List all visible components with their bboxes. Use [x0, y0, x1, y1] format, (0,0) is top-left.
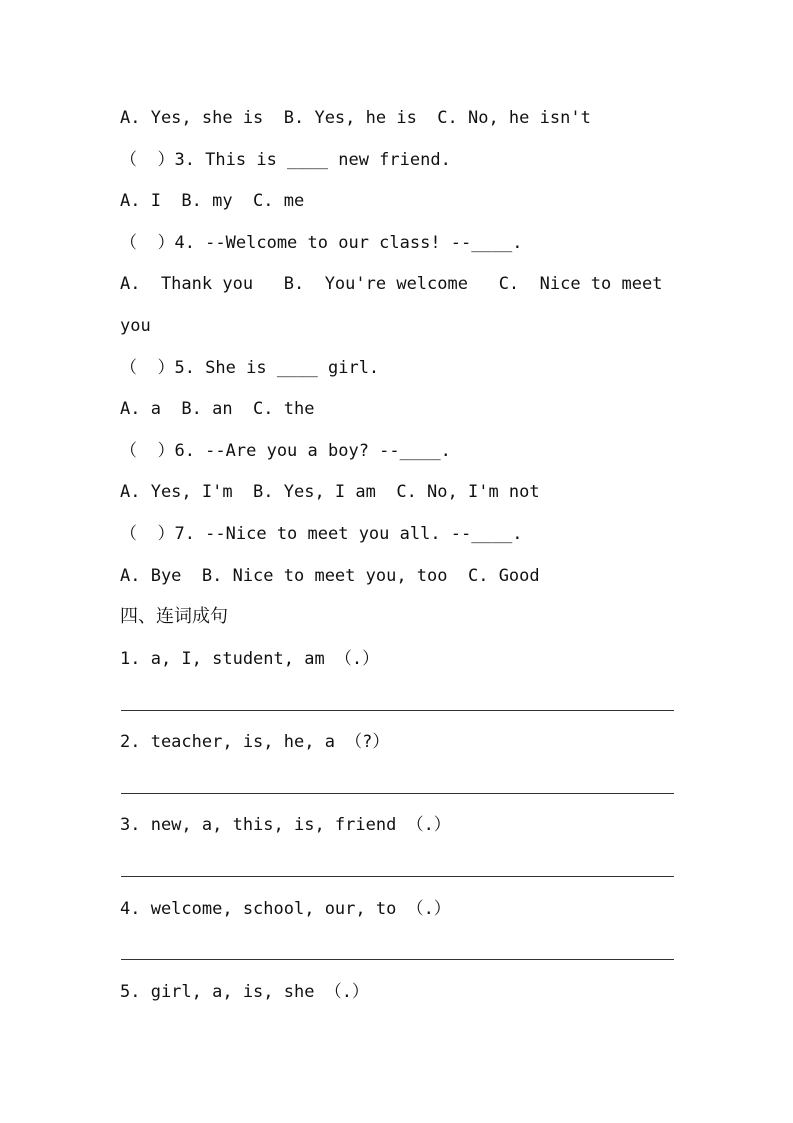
q4-options-line1: A. Thank you B. You're welcome C. Nice to meet [120, 274, 663, 294]
q6-options: A. Yes, I'm B. Yes, I am C. No, I'm not [120, 482, 540, 502]
q2-options: A. Yes, she is B. Yes, he is C. No, he isn't [120, 108, 591, 128]
reorder-item-2: 2. teacher, is, he, a （?） [120, 732, 390, 752]
q7-options: A. Bye B. Nice to meet you, too C. Good [120, 566, 540, 586]
reorder-item-4: 4. welcome, school, our, to （.） [120, 899, 451, 919]
question-4: （ ）4. --Welcome to our class! --____. [120, 233, 523, 253]
reorder-item-3: 3. new, a, this, is, friend （.） [120, 815, 451, 835]
answer-line-1 [121, 710, 674, 711]
reorder-item-5: 5. girl, a, is, she （.） [120, 982, 369, 1002]
question-3: （ ）3. This is ____ new friend. [120, 150, 451, 170]
question-5: （ ）5. She is ____ girl. [120, 358, 380, 378]
answer-line-2 [121, 793, 674, 794]
question-7: （ ）7. --Nice to meet you all. --____. [120, 524, 523, 544]
section-4-title: 四、连词成句 [120, 606, 228, 627]
answer-line-3 [121, 876, 674, 877]
q4-options-line2: you [120, 316, 151, 336]
q3-options: A. I B. my C. me [120, 191, 305, 211]
reorder-item-1: 1. a, I, student, am （.） [120, 649, 380, 669]
question-6: （ ）6. --Are you a boy? --____. [120, 441, 451, 461]
answer-line-4 [121, 959, 674, 960]
q5-options: A. a B. an C. the [120, 399, 315, 419]
